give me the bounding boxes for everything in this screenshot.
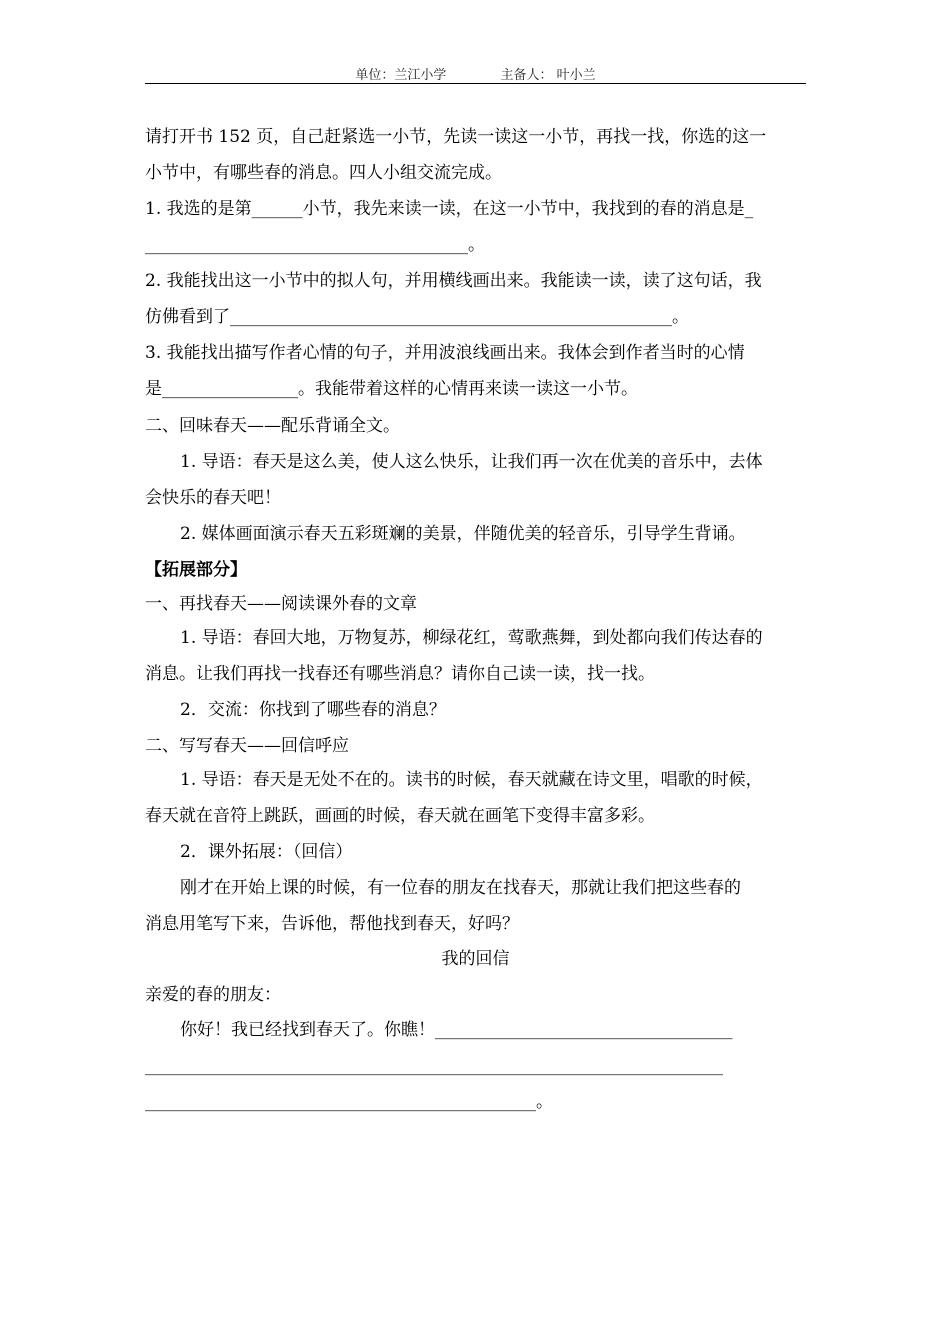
section-heading: 二、写写春天——回信呼应 — [145, 736, 349, 756]
text-line: 2．课外拓展：（回信） — [180, 842, 353, 862]
text-line: 2. 媒体画面演示春天五彩斑斓的美景，伴随优美的轻音乐，引导学生背诵。 — [180, 524, 746, 544]
text-line: 会快乐的春天吧！ — [145, 488, 281, 508]
letter-title: 我的回信 — [441, 949, 510, 969]
text-line: 消息。让我们再找一找春还有哪些消息？请你自己读一读，找一找。 — [145, 664, 655, 684]
text-line: 1. 我选的是第______小节，我先来读一读，在这一小节中，我找到的春的消息是_ — [145, 199, 754, 219]
text-line: 1. 导语：春天是这么美，使人这么快乐，让我们再一次在优美的音乐中，去体 — [180, 452, 763, 472]
text-line: 是________________。我能带着这样的心情再来读一读这一小节。 — [145, 379, 638, 399]
letter-salutation: 亲爱的春的朋友： — [145, 985, 281, 1005]
text-line: 小节中，有哪些春的消息。四人小组交流完成。 — [145, 163, 502, 183]
text-line: 1. 导语：春回大地，万物复苏，柳绿花红，莺歌燕舞，到处都向我们传达春的 — [180, 628, 763, 648]
text-line: 春天就在音符上跳跃，画画的时候，春天就在画笔下变得丰富多彩。 — [145, 806, 655, 826]
header-preparer: 主备人： 叶小兰 — [500, 68, 596, 83]
letter-line: ____________________________________________________________________ — [145, 1056, 723, 1076]
text-line: 请打开书 152 页，自己赶紧选一小节，先读一读这一小节，再找一找，你选的这一 — [145, 127, 767, 147]
header-divider — [145, 83, 806, 84]
text-line: 3. 我能找出描写作者心情的句子，并用波浪线画出来。我体会到作者当时的心情 — [145, 343, 745, 363]
header-unit: 单位：兰江小学 — [355, 68, 447, 83]
text-line: 仿佛看到了____________________________________________________。 — [145, 307, 689, 327]
letter-line: ______________________________________________。 — [145, 1092, 553, 1112]
section-heading: 二、回味春天——配乐背诵全文。 — [145, 416, 400, 436]
text-line: 1. 导语：春天是无处不在的。读书的时候，春天就藏在诗文里，唱歌的时候， — [180, 770, 763, 790]
text-line: 2. 我能找出这一小节中的拟人句，并用横线画出来。我能读一读，读了这句话，我 — [145, 271, 762, 291]
letter-line: 你好！我已经找到春天了。你瞧！___________________________________ — [180, 1020, 733, 1040]
text-line: 2．交流：你找到了哪些春的消息？ — [180, 700, 446, 720]
section-title: 【拓展部分】 — [145, 560, 247, 580]
text-line: ______________________________________。 — [145, 235, 485, 255]
text-line: 消息用笔写下来，告诉他，帮他找到春天，好吗？ — [145, 914, 519, 934]
text-line: 刚才在开始上课的时候，有一位春的朋友在找春天，那就让我们把这些春的 — [180, 878, 741, 898]
section-heading: 一、再找春天——阅读课外春的文章 — [145, 594, 417, 614]
page-header — [145, 64, 806, 83]
